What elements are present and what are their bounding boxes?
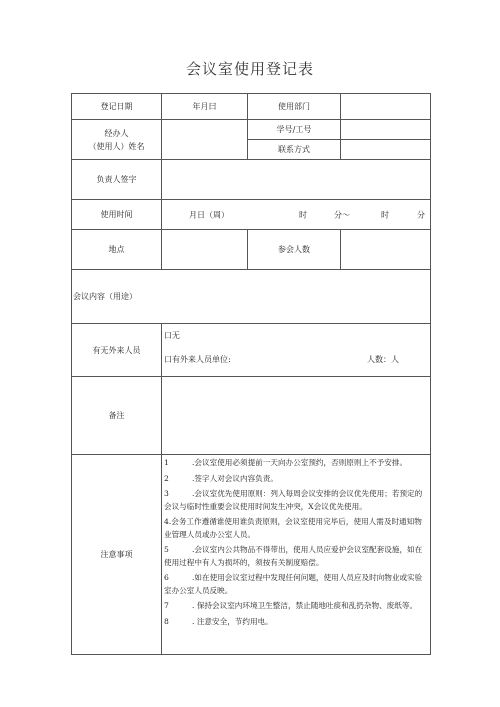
register-date-field[interactable]: 年月曰	[162, 94, 248, 120]
note-item	[164, 516, 427, 541]
handler-name-field[interactable]	[162, 120, 248, 160]
notes-cell	[162, 455, 431, 655]
use-time-field[interactable]	[162, 200, 431, 230]
remarks-field[interactable]	[162, 377, 431, 455]
time-minute-end: 分	[417, 210, 425, 219]
student-id-label: 学号/工号	[248, 120, 341, 140]
notes-label: 注意事项	[72, 455, 162, 655]
time-minute-start: 分〜	[334, 210, 350, 219]
note-item	[164, 488, 427, 513]
note-item	[164, 572, 427, 597]
note-text: .签字人对会议内容负责。	[192, 473, 278, 483]
location-label: 地点	[72, 230, 162, 270]
note-number: 5	[164, 545, 169, 554]
registration-form	[71, 93, 431, 655]
attendees-label: 参会人数	[248, 230, 341, 270]
note-number: 6	[164, 573, 169, 582]
visitor-has-checkbox[interactable]: 口有外来人员单位:	[164, 355, 231, 364]
use-time-label: 使用时间	[72, 200, 162, 230]
contact-label: 联系方式	[248, 140, 341, 160]
note-text: 4.会务工作遵循谁使用谁负责原则，会议室使用完毕后，使用人需及时通知物业管理人员或办公室人员。	[164, 517, 422, 539]
remarks-label: 备注	[72, 377, 162, 455]
location-field[interactable]	[162, 230, 248, 270]
register-date-label: 登记日期	[72, 94, 162, 120]
note-text: .会议室内公共物品不得带出，使用人员应爱护会议室配套设施，如在使用过程中有人为损坏的，须按有关制度赔偿。	[164, 545, 423, 567]
student-id-field[interactable]	[341, 120, 431, 140]
note-number: 3	[164, 489, 169, 498]
visitors-field[interactable]	[162, 324, 431, 377]
notes-list	[162, 455, 430, 654]
time-hour-end: 时	[381, 210, 389, 219]
visitors-label: 有无外来人员	[72, 324, 162, 377]
handler-label-line1: 经办人	[104, 128, 129, 138]
visitor-count: 人数：人	[367, 355, 399, 364]
note-item	[164, 457, 427, 470]
note-number: 8	[164, 616, 169, 626]
note-number: 2	[164, 473, 169, 483]
visitor-none-checkbox[interactable]: 口无	[164, 331, 180, 340]
dept-label: 使用部门	[248, 94, 341, 120]
note-item	[164, 600, 427, 613]
responsible-sign-label: 负责人签字	[72, 160, 162, 200]
note-text: .如在使用会议室过程中发现任何问题，使用人员应及时向物业或实验室办公室人员反映。	[164, 573, 423, 595]
note-text: . 注意安全，节约用电。	[192, 616, 273, 626]
content-row[interactable]	[72, 270, 431, 324]
note-text: .会议室优先使用原则：列入每周会议安排的会议优先使用；若预定的会议与临时性重要会议使用时间发生冲突，X会议优先使用。	[164, 489, 423, 511]
content-label: 会议内容（用途）	[73, 292, 137, 301]
handler-label	[72, 120, 162, 160]
contact-field[interactable]	[341, 140, 431, 160]
note-number: 7	[164, 601, 169, 610]
note-item	[164, 544, 427, 569]
time-month-day: 月日（周）	[189, 210, 229, 219]
note-number: 1	[164, 458, 169, 467]
note-text: . 保持会议室内环境卫生整洁，禁止随地吐痰和乱扔杂物、废纸等。	[192, 601, 418, 610]
note-text: .会议室使用必须提前一天向办公室预约，否则原则上不予安排。	[192, 458, 408, 467]
dept-field[interactable]	[341, 94, 431, 120]
note-item	[164, 616, 427, 629]
time-hour-start: 时	[299, 210, 307, 219]
handler-label-line2: （使用人）姓名	[88, 141, 145, 151]
attendees-field[interactable]	[341, 230, 431, 270]
responsible-sign-field[interactable]	[162, 160, 431, 200]
form-title: 会议室使用登记表	[185, 60, 314, 78]
note-item	[164, 473, 427, 486]
